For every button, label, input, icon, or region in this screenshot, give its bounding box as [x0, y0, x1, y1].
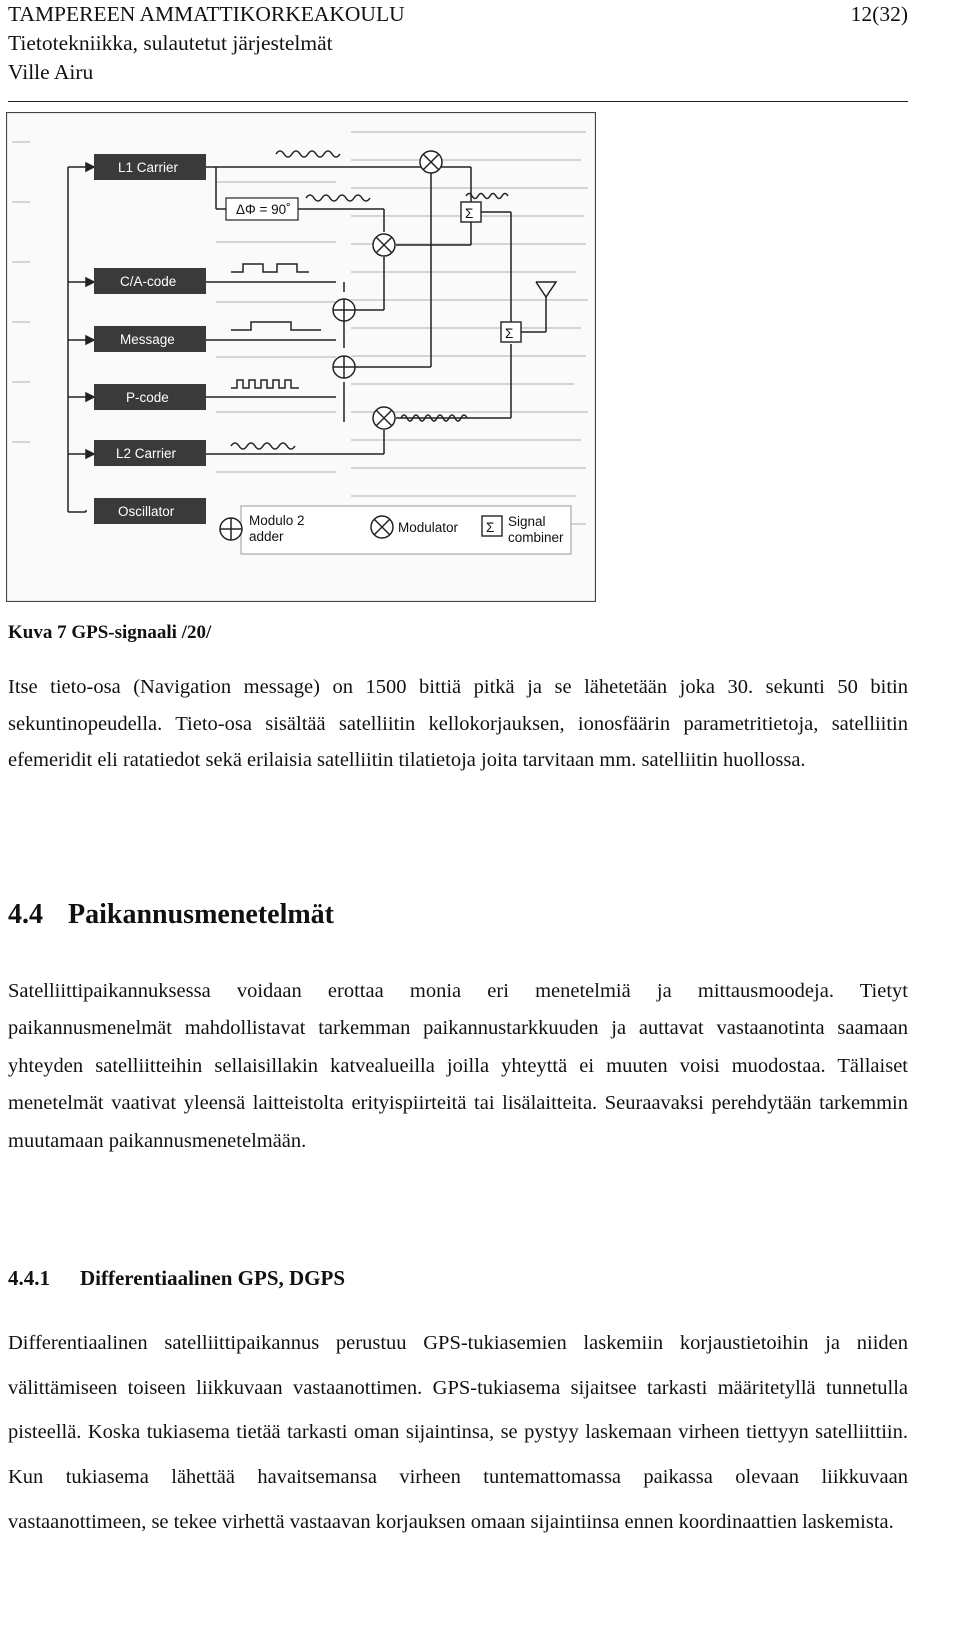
figure-legend — [220, 506, 571, 554]
svg-text:Σ: Σ — [505, 326, 514, 341]
page-number: 12(32) — [850, 2, 908, 26]
modulator-l2-icon — [373, 407, 395, 429]
header-institution: TAMPEREEN AMMATTIKORKEAKOULU — [8, 2, 405, 26]
svg-text:Oscillator: Oscillator — [118, 504, 175, 519]
svg-text:Σ: Σ — [465, 206, 474, 221]
svg-text:C/A-code: C/A-code — [120, 274, 177, 289]
svg-text:Σ: Σ — [486, 520, 495, 535]
legend-modulator-icon — [371, 516, 393, 538]
paragraph-dgps: Differentiaalinen satelliittipaikannus perustuu GPS-tukiasemien laskemiin korjaustietoihin ja niiden välittämiseen toiseen liikkuvaan vastaanottimen. GPS-tukiasema sijaitsee tarkasti määritetyllä tunnetulla pisteellä. Koska tukiasema tietää tarkasti oman sijaintinsa, se pystyy laskemaan virheen tiettyyn satelliittiin. Kun tukiasema lähettää havaitsemansa virheen tuntemattomassa paikassa olevaan liikkuvaan vastaanottimeen, se tekee virhettä vastaavan korjauksen omaan sijaintiinsa ennen koordinaattien laskemista. — [8, 1332, 908, 1533]
legend-modulator-label: Modulator — [398, 520, 459, 535]
subsection-number: 4.4.1 — [8, 1266, 50, 1290]
header-department: Tietotekniikka, sulautetut järjestelmät — [8, 31, 333, 55]
header-rule — [8, 101, 908, 102]
svg-text:L1 Carrier: L1 Carrier — [118, 160, 179, 175]
svg-text:L2 Carrier: L2 Carrier — [116, 446, 177, 461]
legend-combiner-icon — [482, 516, 502, 536]
header-author: Ville Airu — [8, 60, 94, 84]
legend-adder-icon — [220, 518, 242, 540]
subsection-heading — [8, 1265, 345, 1291]
legend-adder-label-1: Modulo 2 — [249, 513, 305, 528]
svg-text:ΔΦ = 90˚: ΔΦ = 90˚ — [236, 202, 291, 217]
legend-adder-label-2: adder — [249, 529, 284, 544]
gps-signal-figure — [6, 112, 596, 602]
legend-combiner-label-1: Signal — [508, 514, 546, 529]
adder-1-icon — [333, 299, 355, 321]
section-number: 4.4 — [8, 899, 43, 930]
paragraph-positioning-methods: Satelliittipaikannuksessa voidaan erottaa monia eri menetelmiä ja mittausmoodeja. Tietyt paikannusmenelmät mahdollistavat tarkemman paikannustarkkuuden ja auttavat vastaanotinta saamaan yhteyden satelliitteihin sellaisillakin katvealueilla joilla yhteyttä ei muuten voisi muodostaa. Tällaiset menetelmät vaativat yleensä laitteistolta erityispiirteitä tai lisälaitteita. Seuraavaksi perehdytään tarkemmin muutamaan paikannusmenetelmään. — [8, 980, 908, 1152]
block-l1-carrier — [94, 154, 206, 180]
block-message — [94, 326, 206, 352]
phase-shift-block — [226, 198, 298, 220]
section-heading — [8, 898, 334, 932]
svg-text:Message: Message — [120, 332, 175, 347]
subsection-title: Differentiaalinen GPS, DGPS — [80, 1266, 346, 1290]
combiner-1-icon — [461, 202, 481, 222]
figure-caption: Kuva 7 GPS-signaali /20/ — [8, 622, 212, 643]
block-p-code — [94, 384, 206, 410]
block-oscillator — [94, 498, 206, 524]
block-ca-code — [94, 268, 206, 294]
gps-signal-diagram — [6, 112, 596, 602]
section-title: Paikannusmenetelmät — [68, 899, 334, 930]
page-header — [8, 0, 908, 100]
adder-2-icon — [333, 356, 355, 378]
paragraph-navigation-message: Itse tieto-osa (Navigation message) on 1500 bittiä pitkä ja se lähetetään joka 30. sekunti 50 bitin sekuntinopeudella. Tieto-osa sisältää satelliitin kellokorjauksen, ionosfäärin parametritietoja, satelliitin efemeridit eli ratatiedot sekä erilaisia satelliitin tilatietoja joita tarvitaan mm. satelliitin huollossa. — [8, 676, 908, 771]
svg-text:P-code: P-code — [126, 390, 169, 405]
modulator-l1-icon — [420, 151, 442, 173]
legend-combiner-label-2: combiner — [508, 530, 564, 545]
block-l2-carrier — [94, 440, 206, 466]
modulator-q-icon — [373, 234, 395, 256]
combiner-2-icon — [501, 322, 521, 342]
